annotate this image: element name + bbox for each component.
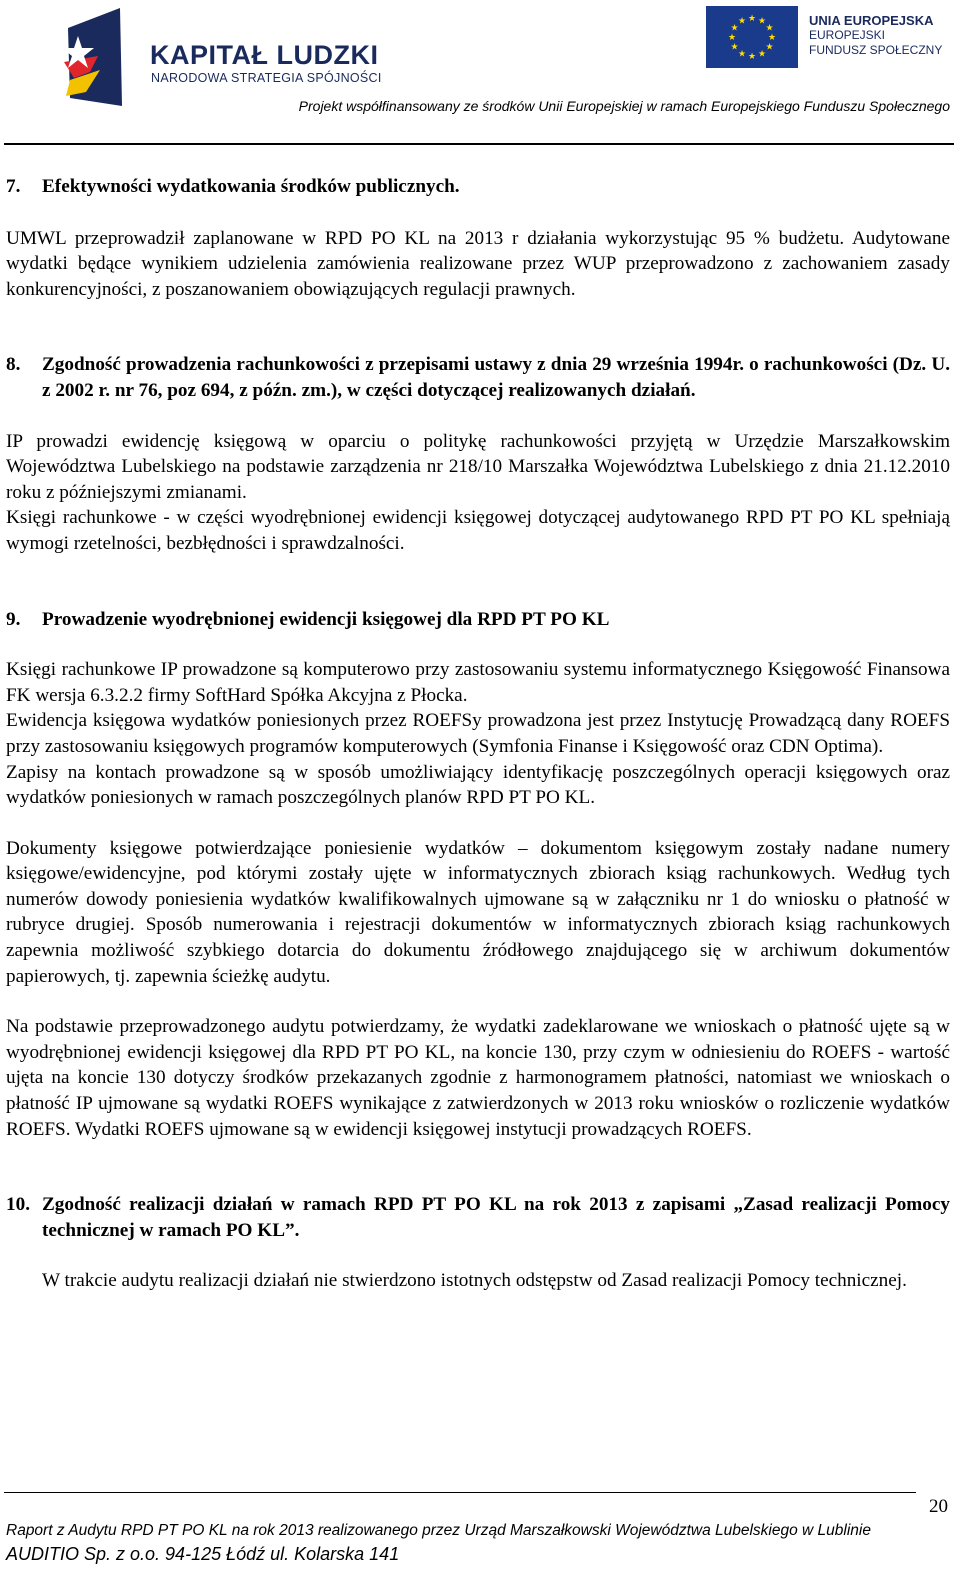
kapital-ludzki-subtitle: NARODOWA STRATEGIA SPÓJNOŚCI [151, 71, 382, 85]
section-title: Efektywności wydatkowania środków publicznych. [42, 176, 460, 197]
svg-text:★: ★ [737, 49, 747, 60]
svg-text:★: ★ [765, 23, 774, 34]
eu-flag-icon [706, 6, 798, 68]
footer-divider [4, 1492, 916, 1493]
footer-report-title: Raport z Audytu RPD PT PO KL na rok 2013 realizowanego przez Urząd Marszałkowski Województwa Lubelskiego w Lublinie [6, 1522, 871, 1539]
svg-text:★: ★ [730, 42, 739, 53]
page-header [0, 0, 960, 150]
section-10-paragraph: W trakcie audytu realizacji działań nie stwierdzono istotnych odstępstw od Zasad realizacji Pomocy technicznej. [42, 1270, 907, 1292]
section-number: 7. [6, 176, 21, 197]
svg-text:★: ★ [730, 23, 739, 34]
section-title: Zgodność prowadzenia rachunkowości z przepisami ustawy z dnia 29 września 1994r. o rachunkowości (Dz. U. z 2002 r. nr 76, poz 694, z późn. zm.), w części dotyczącej realizowanych działań. [42, 354, 950, 401]
section-number: 9. [6, 608, 21, 630]
section-9-paragraph-5: Na podstawie przeprowadzonego audytu potwierdzamy, że wydatki zadeklarowane we wnioskach o płatność ujęte są w wyodrębnionej ewidencji księgowej dla RPD PT PO KL, na koncie 130, przy czym w odniesieniu do ROEFS - wartość ujęta na koncie 130 dotyczy środków przekazanych zgodnie z harmonogramem płatności, natomiast we wnioskach o płatność IP ujmowane są wydatki ROEFS wynikające z zatwierdzonych w 2013 roku wniosków o rozliczenie wydatków ROEFS. Wydatki ROEFS ujmowane są w ewidencji księgowej instytucji prowadzących ROEFS. [6, 1016, 950, 1140]
svg-text:★: ★ [747, 14, 757, 24]
eu-label-line2: EUROPEJSKI [809, 28, 886, 42]
document-body [6, 174, 950, 1294]
section-9-paragraph-3: Zapisy na kontach prowadzone są w sposób umożliwiający identyfikację poszczególnych operacji księgowych oraz wydatków poniesionych w ramach poszczególnych planów RPD PT PO KL. [6, 761, 950, 809]
section-7-heading [6, 174, 950, 200]
svg-text:★: ★ [765, 42, 774, 53]
svg-text:★: ★ [747, 52, 757, 62]
section-title: Prowadzenie wyodrębnionej ewidencji księgowej dla RPD PT PO KL [42, 608, 610, 630]
header-divider [4, 143, 954, 145]
svg-text:★: ★ [757, 49, 767, 60]
footer-company-address: AUDITIO Sp. z o.o. 94-125 Łódź ul. Kolarska 141 [6, 1544, 400, 1564]
svg-text:★: ★ [767, 33, 777, 43]
section-number: 8. [6, 354, 21, 376]
kapital-ludzki-title: KAPITAŁ LUDZKI [150, 40, 379, 70]
eu-fund-label [809, 13, 942, 58]
eu-label-line1: UNIA EUROPEJSKA [809, 13, 934, 28]
section-8-heading [6, 352, 950, 403]
section-8-paragraph-2: Księgi rachunkowe - w części wyodrębnionej ewidencji księgowej dotyczącej audytowanego RPD PT PO KL spełniają wymogi rzetelności, bezbłędności i sprawdzalności. [6, 507, 950, 554]
section-10-heading [6, 1192, 950, 1243]
section-7-paragraph: UMWL przeprowadził zaplanowane w RPD PO KL na 2013 r działania wykorzystując 95 % budżetu. Audytowane wydatki będące wynikiem udzielenia zamówienia realizowane przez WUP przeprowadzono z zachowaniem zasady konkurencyjności, z poszanowaniem obowiązujących regulacji prawnych. [6, 227, 950, 300]
section-9-heading [6, 607, 950, 633]
cofinance-note: Projekt współfinansowany ze środków Unii Europejskiej w ramach Europejskiego Funduszu Społecznego [298, 98, 950, 114]
eu-label-line3: FUNDUSZ SPOŁECZNY [809, 43, 943, 57]
section-9-paragraph-4: Dokumenty księgowe potwierdzające poniesienie wydatków – dokumentom księgowym zostały nadane numery księgowe/ewidencyjne, pod którymi zostały ujęte w informatycznych zbiorach ksiąg rachunkowych. Według tych numerów dowody poniesienia wydatków kwalifikowalnych ujmowane są w załączniku nr 1 do wniosku o płatność w rubryce drugiej. Sposób numerowania i rejestracji dokumentów w informatycznych zbiorach ksiąg rachunkowych zapewnia możliwość szybkiego dotarcia do dokumentu źródłowego znajdującego się w archiwum dokumentów papierowych, tj. zapewnia ścieżkę audytu. [6, 837, 950, 987]
section-number: 10. [6, 1194, 30, 1216]
section-title: Zgodność realizacji działań w ramach RPD PT PO KL na rok 2013 z zapisami „Zasad realizacji Pomocy technicznej w ramach PO KL”. [42, 1194, 950, 1241]
kapital-ludzki-logo-icon [60, 6, 126, 110]
svg-text:★: ★ [737, 16, 747, 27]
section-8-paragraph-1: IP prowadzi ewidencję księgową w oparciu o politykę rachunkowości przyjętą w Urzędzie Marszałkowskim Województwa Lubelskiego na podstawie zarządzenia nr 218/10 Marszałka Województwa Lubelskiego z dnia 21.12.2010 roku z późniejszymi zmianami. [6, 430, 950, 503]
page-number: 20 [929, 1496, 948, 1517]
svg-text:★: ★ [727, 33, 737, 43]
svg-text:★: ★ [757, 16, 767, 27]
section-9-paragraph-2: Ewidencja księgowa wydatków poniesionych przez ROEFSy prowadzona jest przez Instytucję Prowadzącą dany ROEFS przy zastosowaniu księgowych programów komputerowych (Symfonia Finanse i Księgowość oraz CDN Optima). [6, 710, 950, 757]
section-9-paragraph-1: Księgi rachunkowe IP prowadzone są komputerowo przy zastosowaniu systemu informatycznego Księgowość Finansowa FK wersja 6.3.2.2 firmy SoftHard Spółka Akcyjna z Płocka. [6, 659, 950, 706]
